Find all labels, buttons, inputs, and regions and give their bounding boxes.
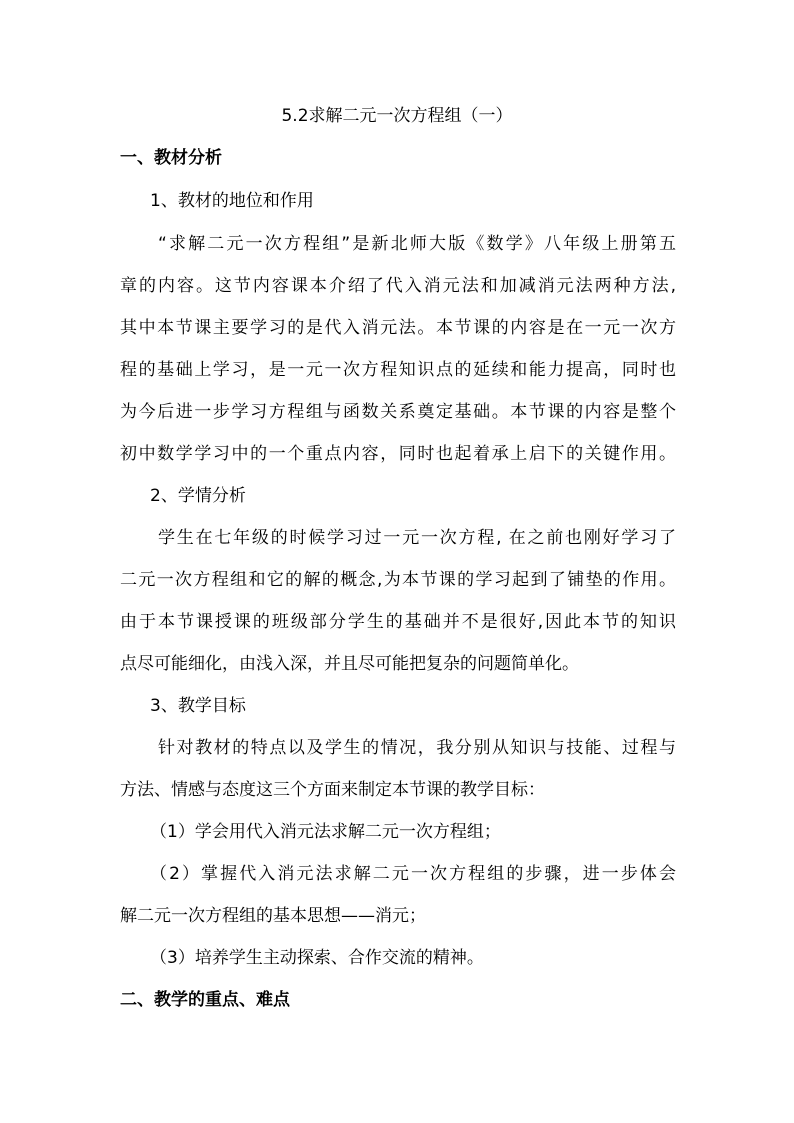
paragraph-line: 为今后进一步学习方程组与函数关系奠定基础。本节课的内容是整个	[120, 402, 676, 422]
paragraph-line: 方法、情感与态度这三个方面来制定本节课的教学目标：	[120, 780, 545, 800]
paragraph-line: 点尽可能细化，由浅入深，并且尽可能把复杂的问题简单化。	[120, 654, 579, 674]
subsection-heading-1: 1、教材的地位和作用	[150, 191, 314, 211]
section-heading-2: 二、教学的重点、难点	[120, 990, 290, 1010]
subsection-heading-2: 2、学情分析	[150, 486, 246, 506]
section-heading-1: 一、教材分析	[120, 148, 222, 168]
paragraph-line: 章的内容。这节内容课本介绍了代入消元法和加减消元法两种方法,	[120, 276, 676, 296]
paragraph-line: 由于本节课授课的班级部分学生的基础并不是很好,因此本节的知识	[120, 612, 676, 632]
document-title: 5.2求解二元一次方程组（一）	[281, 106, 513, 126]
paragraph-line: “求解二元一次方程组”是新北师大版《数学》八年级上册第五	[158, 234, 676, 254]
paragraph-line: 学生在七年级的时候学习过一元一次方程, 在之前也刚好学习了	[158, 528, 676, 548]
paragraph-line: 初中数学学习中的一个重点内容，同时也起着承上启下的关键作用。	[120, 444, 676, 464]
objective-item: （2）掌握代入消元法求解二元一次方程组的步骤，进一步体会	[150, 864, 676, 884]
objective-item-continuation: 解二元一次方程组的基本思想——消元；	[120, 906, 426, 926]
objective-item: （1）学会用代入消元法求解二元一次方程组；	[150, 822, 501, 842]
paragraph-line: 其中本节课主要学习的是代入消元法。本节课的内容是在一元一次方	[120, 318, 676, 338]
paragraph-line: 针对教材的特点以及学生的情况，我分别从知识与技能、过程与	[158, 738, 676, 758]
subsection-heading-3: 3、教学目标	[150, 696, 246, 716]
objective-item: （3）培养学生主动探索、合作交流的精神。	[150, 948, 484, 968]
paragraph-line: 程的基础上学习，是一元一次方程知识点的延续和能力提高，同时也	[120, 360, 676, 380]
paragraph-line: 二元一次方程组和它的解的概念,为本节课的学习起到了铺垫的作用。	[120, 570, 676, 590]
